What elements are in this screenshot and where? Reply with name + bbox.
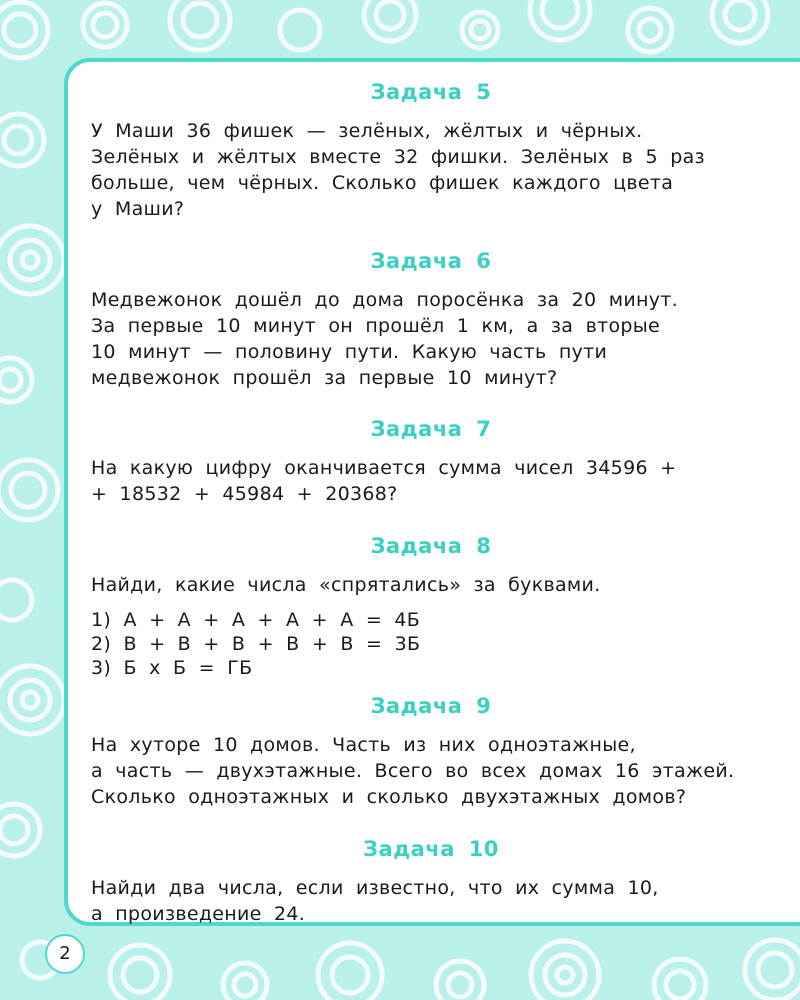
- task-title: Задача 9: [370, 694, 492, 718]
- task-text-line: а часть — двухэтажные. Всего во всех домах 16 этажей.: [91, 760, 735, 782]
- task-text-line: больше, чем чёрных. Сколько фишек каждого цвета: [91, 172, 674, 194]
- equation: 2) В + В + В + В + В = 3Б: [91, 633, 421, 655]
- page-number: 2: [45, 934, 85, 974]
- task-text-line: 10 минут — половину пути. Какую часть пути: [91, 341, 608, 363]
- task-title: Задача 8: [370, 534, 492, 558]
- equation: 1) А + А + А + А + А = 4Б: [91, 609, 421, 631]
- task-text-line: Найди, какие числа «спрятались» за буквами.: [91, 574, 601, 596]
- task-6: [91, 249, 771, 391]
- task-text-line: Зелёных и жёлтых вместе 32 фишки. Зелёных в 5 раз: [91, 146, 705, 168]
- equation: 3) Б х Б = ГБ: [91, 657, 253, 679]
- task-text-line: у Маши?: [91, 198, 185, 220]
- task-text-line: На какую цифру оканчивается сумма чисел 34596 +: [91, 457, 677, 479]
- task-5: [91, 80, 771, 222]
- task-text-line: Найди два числа, если известно, что их сумма 10,: [91, 877, 659, 899]
- task-7: [91, 417, 771, 507]
- task-text-line: Медвежонок дошёл до дома поросёнка за 20 минут.: [91, 289, 679, 311]
- task-text-line: На хуторе 10 домов. Часть из них одноэтажные,: [91, 734, 636, 756]
- task-title: Задача 10: [363, 837, 499, 861]
- task-title: Задача 5: [370, 80, 492, 104]
- task-title: Задача 6: [370, 249, 492, 273]
- task-text-line: медвежонок прошёл за первые 10 минут?: [91, 367, 558, 389]
- task-text-line: а произведение 24.: [91, 903, 306, 925]
- task-9: [91, 694, 771, 810]
- task-text-line: + 18532 + 45984 + 20368?: [91, 483, 398, 505]
- task-text-line: За первые 10 минут он прошёл 1 км, а за вторые: [91, 315, 661, 337]
- task-text-line: Сколько одноэтажных и сколько двухэтажных домов?: [91, 786, 687, 808]
- task-8: [91, 534, 771, 680]
- task-text-line: У Маши 36 фишек — зелёных, жёлтых и чёрных.: [91, 120, 643, 142]
- task-title: Задача 7: [370, 417, 492, 441]
- task-10: [91, 837, 771, 927]
